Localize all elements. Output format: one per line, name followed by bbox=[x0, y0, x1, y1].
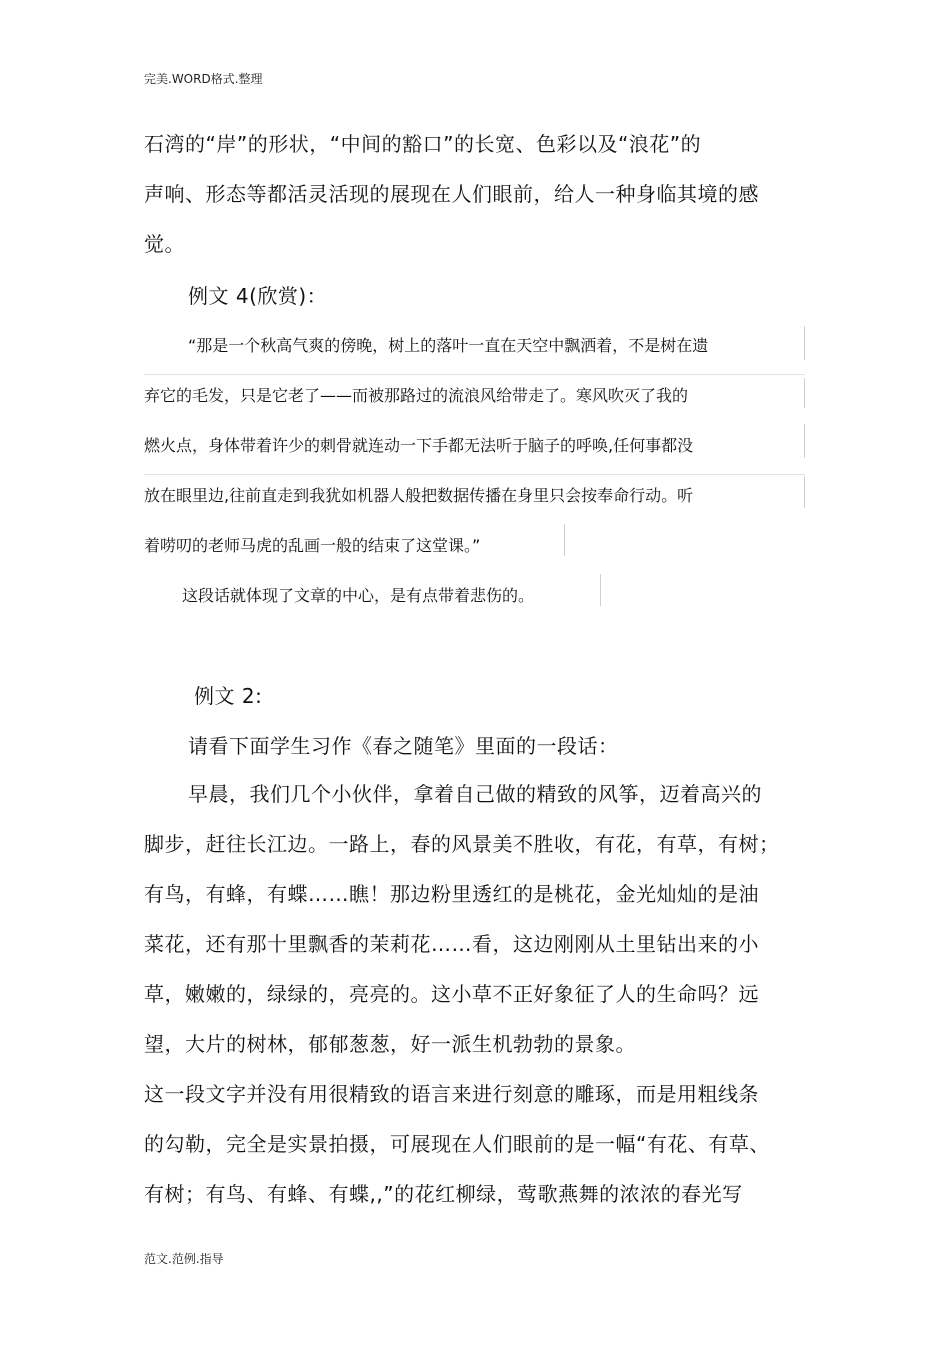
intro-line: 请看下面学生习作《春之随笔》里面的一段话： bbox=[188, 734, 619, 758]
paragraph-line: 声响、形态等都活灵活现的展现在人们眼前，给人一种身临其境的感 bbox=[144, 182, 759, 206]
paragraph-line: 觉。 bbox=[144, 232, 185, 256]
passage-line: 草，嫩嫩的，绿绿的，亮亮的。这小草不正好象征了人的生命吗？远 bbox=[144, 982, 759, 1006]
quote-comment: 这段话就体现了文章的中心，是有点带着悲伤的。 bbox=[182, 586, 535, 605]
quote-line: “那是一个秋高气爽的傍晚，树上的落叶一直在天空中飘洒着，不是树在遗 bbox=[188, 336, 709, 355]
paragraph-line: 石湾的“岸”的形状，“中间的豁口”的长宽、色彩以及“浪花”的 bbox=[144, 132, 702, 156]
passage-line: 有鸟，有蜂，有蝶……瞧！那边粉里透红的是桃花，金光灿灿的是油 bbox=[144, 882, 759, 906]
passage-line: 望，大片的树林，郁郁葱葱，好一派生机勃勃的景象。 bbox=[144, 1032, 636, 1056]
analysis-line: 的勾勒，完全是实景拍摄，可展现在人们眼前的是一幅“有花、有草、 bbox=[144, 1132, 770, 1156]
table-border bbox=[804, 476, 805, 508]
quote-line: 放在眼里边,往前直走到我犹如机器人般把数据传播在身里只会按奉命行动。听 bbox=[144, 486, 694, 505]
table-border bbox=[600, 574, 601, 606]
passage-line: 早晨，我们几个小伙伴，拿着自己做的精致的风筝，迈着高兴的 bbox=[188, 782, 762, 806]
quote-line: 着唠叨的老师马虎的乱画一般的结束了这堂课。” bbox=[144, 536, 481, 555]
table-border bbox=[144, 374, 805, 375]
example-heading: 例文 2: bbox=[194, 684, 263, 708]
table-border bbox=[804, 424, 805, 458]
passage-line: 脚步，赶往长江边。一路上，春的风景美不胜收，有花，有草，有树； bbox=[144, 832, 780, 856]
table-border bbox=[564, 524, 565, 556]
page-header: 完美.WORD格式.整理 bbox=[144, 72, 263, 86]
quote-line: 弃它的毛发，只是它老了——而被那路过的流浪风给带走了。寒风吹灭了我的 bbox=[144, 386, 689, 405]
quote-line: 燃火点，身体带着许少的刺骨就连动一下手都无法听于脑子的呼唤,任何事都没 bbox=[144, 436, 694, 455]
table-border bbox=[804, 326, 805, 360]
table-border bbox=[804, 378, 805, 408]
table-border bbox=[144, 474, 805, 475]
example-heading: 例文 4(欣赏)： bbox=[188, 284, 328, 308]
passage-line: 菜花，还有那十里飘香的茉莉花……看，这边刚刚从土里钻出来的小 bbox=[144, 932, 759, 956]
analysis-line: 这一段文字并没有用很精致的语言来进行刻意的雕琢，而是用粗线条 bbox=[144, 1082, 759, 1106]
page-footer: 范文.范例.指导 bbox=[144, 1252, 224, 1266]
analysis-line: 有树；有鸟、有蜂、有蝶,,”的花红柳绿，莺歌燕舞的浓浓的春光写 bbox=[144, 1182, 743, 1206]
